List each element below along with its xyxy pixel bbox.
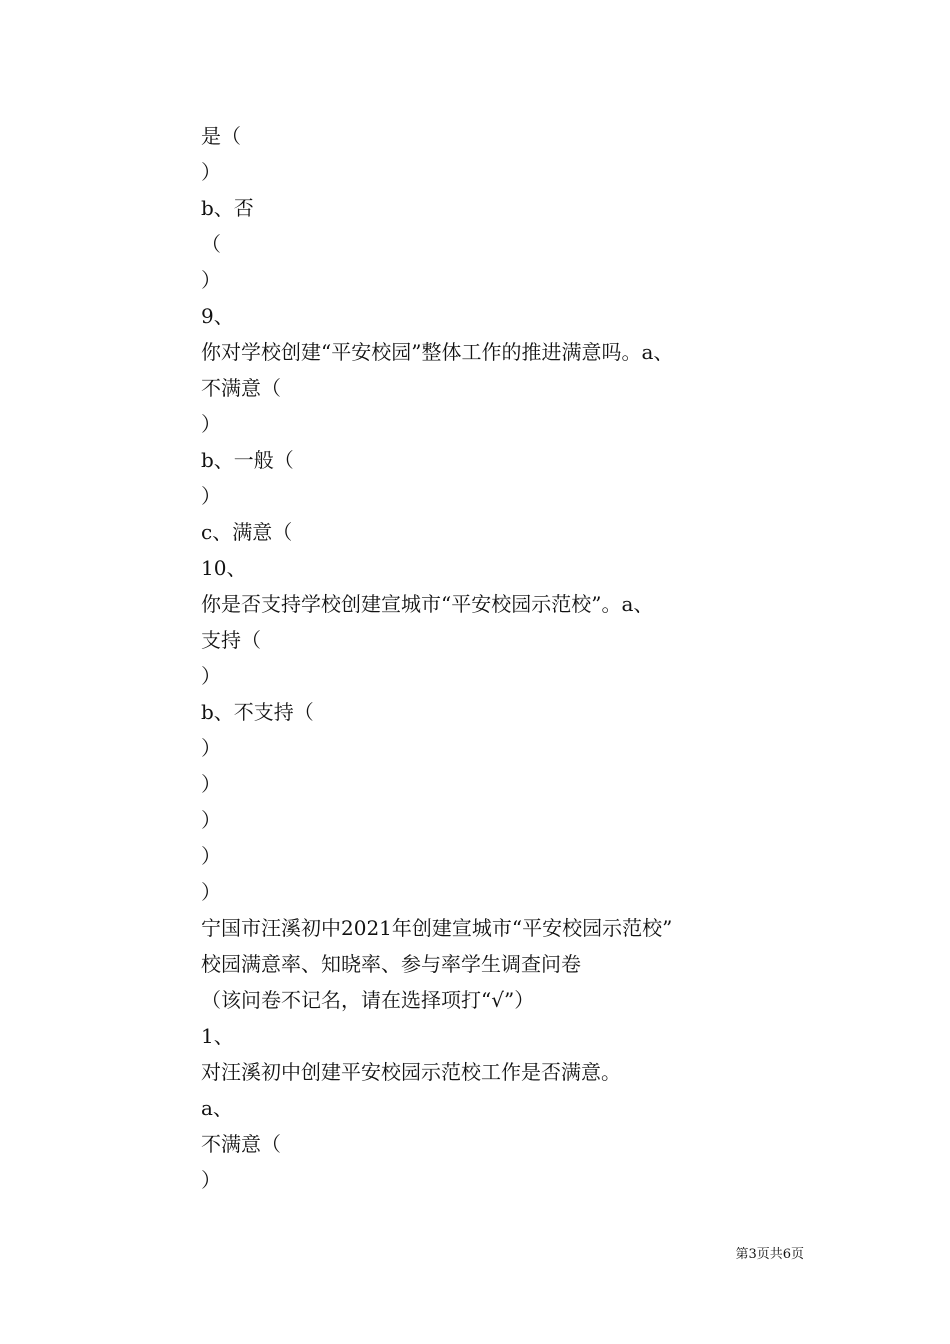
survey-title: 宁国市汪溪初中2021年创建宣城市“平安校园示范校”: [201, 916, 673, 940]
text-line: ）: [201, 484, 221, 508]
text-line: ）: [201, 844, 221, 868]
survey-instruction: （该问卷不记名，请在选择项打“√”）: [201, 988, 535, 1012]
text-line: ）: [201, 808, 221, 832]
text-line: （: [201, 232, 221, 256]
survey-subtitle: 校园满意率、知晓率、参与率学生调查问卷: [201, 952, 581, 976]
text-line: 不满意（: [201, 1132, 281, 1156]
text-line: ）: [201, 268, 221, 292]
text-line: b、不支持（: [201, 700, 314, 724]
text-line: ）: [201, 772, 221, 796]
document-body: [201, 118, 841, 1198]
text-line: ）: [201, 160, 221, 184]
text-line: ）: [201, 412, 221, 436]
text-line: b、否: [201, 196, 254, 220]
question-number: 9、: [201, 304, 234, 328]
text-line: ）: [201, 736, 221, 760]
question-text: 对汪溪初中创建平安校园示范校工作是否满意。: [201, 1060, 621, 1084]
text-line: 支持（: [201, 628, 261, 652]
text-line: 不满意（: [201, 376, 281, 400]
question-text: 你是否支持学校创建宣城市“平安校园示范校”。a、: [201, 592, 654, 616]
page-number: 第3页共6页: [735, 1247, 804, 1262]
text-line: c、满意（: [201, 520, 293, 544]
text-line: ）: [201, 1168, 221, 1192]
text-line: 是（: [201, 124, 241, 148]
text-line: ）: [201, 664, 221, 688]
question-number: 10、: [201, 556, 247, 580]
text-line: a、: [201, 1096, 233, 1120]
question-text: 你对学校创建“平安校园”整体工作的推进满意吗。a、: [201, 340, 674, 364]
text-line: ）: [201, 880, 221, 904]
question-number: 1、: [201, 1024, 234, 1048]
text-line: b、一般（: [201, 448, 294, 472]
